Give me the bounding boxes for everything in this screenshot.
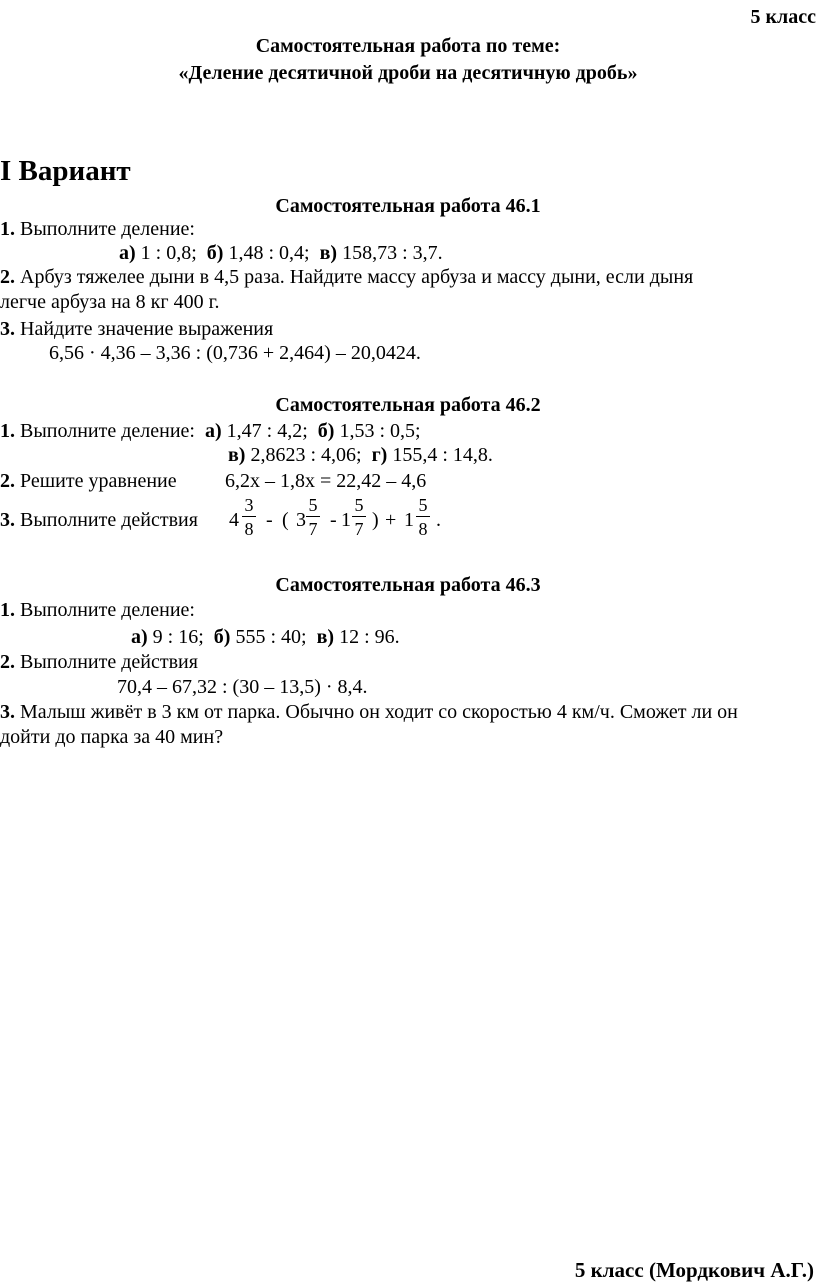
item-label: в) <box>228 444 246 466</box>
fraction-bar <box>352 516 366 517</box>
task-text: Арбуз тяжелее дыни в 4,5 раза. Найдите массу арбуза и массу дыни, если дыня <box>20 266 694 288</box>
task-number: 3. <box>0 701 15 723</box>
task-text: Малыш живёт в 3 км от парка. Обычно он ходит со скоростью 4 км/ч. Сможет ли он <box>20 701 738 723</box>
open-paren: ( <box>282 509 289 531</box>
item-value: 158,73 : 3,7. <box>342 242 443 264</box>
work2-task2-equation: 6,2x – 1,8x = 22,42 – 4,6 <box>225 470 427 492</box>
work2-title: Самостоятельная работа 46.2 <box>275 394 541 416</box>
close-paren: ) <box>372 509 379 531</box>
work3-task3-line2: дойти до парка за 40 мин? <box>0 726 224 748</box>
work1-task2-line1 <box>0 265 693 289</box>
grade-label: 5 класс <box>750 6 816 28</box>
task-number: 1. <box>0 599 15 621</box>
task-text: Выполните деление: <box>20 218 195 240</box>
work1-task3 <box>0 317 273 341</box>
task-text: Выполните действия <box>20 651 198 673</box>
work1-task1 <box>0 217 195 241</box>
fraction-bar <box>416 516 430 517</box>
work3-task2-expression: 70,4 – 67,32 : (30 – 13,5) · 8,4. <box>117 676 368 698</box>
expression-end: . <box>436 509 441 531</box>
item-value: 12 : 96. <box>339 626 400 648</box>
task-text: Решите уравнение <box>20 470 177 492</box>
item-value: 155,4 : 14,8. <box>392 444 493 466</box>
item-label: б) <box>317 420 335 442</box>
item-value: 9 : 16; <box>152 626 204 648</box>
work3-task1-items <box>131 625 400 649</box>
item-label: а) <box>131 626 148 648</box>
item-label: г) <box>371 444 388 466</box>
item-value: 2,8623 : 4,06; <box>250 444 362 466</box>
operator-plus: + <box>385 509 397 531</box>
work3-title: Самостоятельная работа 46.3 <box>275 574 541 596</box>
task-text: Выполните действия <box>20 509 198 531</box>
work1-task3-expression: 6,56 · 4,36 – 3,36 : (0,736 + 2,464) – 20,0424. <box>49 342 421 364</box>
fraction-bar <box>242 516 256 517</box>
task-number: 1. <box>0 420 15 442</box>
task-number: 2. <box>0 470 15 492</box>
task-text: Найдите значение выражения <box>20 318 274 340</box>
fraction-denominator: 8 <box>244 519 254 539</box>
item-value: 1 : 0,8; <box>140 242 197 264</box>
fraction <box>241 495 257 539</box>
mixed-whole: 3 <box>296 509 306 531</box>
page-title-line2: «Деление десятичной дроби на десятичную дробь» <box>178 62 638 84</box>
item-value: 1,47 : 4,2; <box>226 420 308 442</box>
fraction-bar <box>306 516 320 517</box>
item-label: а) <box>204 420 222 442</box>
footer-label: 5 класс (Мордкович А.Г.) <box>574 1258 814 1282</box>
page-title-line1: Самостоятельная работа по теме: <box>255 35 561 57</box>
variant-title: I Вариант <box>0 155 131 187</box>
item-label: в) <box>316 626 335 648</box>
fraction-denominator: 8 <box>418 519 428 539</box>
work1-task1-items <box>119 241 443 265</box>
task-text: Выполните деление: <box>20 420 195 442</box>
task-number: 2. <box>0 266 15 288</box>
fraction-numerator: 3 <box>244 495 254 515</box>
fraction <box>415 495 431 539</box>
operator-minus: - <box>266 509 273 531</box>
task-number: 2. <box>0 651 15 673</box>
fraction-numerator: 5 <box>418 495 428 515</box>
work1-task2-line2: легче арбуза на 8 кг 400 г. <box>0 291 220 313</box>
work2-task1-items <box>228 443 493 467</box>
task-number: 1. <box>0 218 15 240</box>
fraction-numerator: 5 <box>354 495 364 515</box>
work3-task2 <box>0 650 198 674</box>
item-value: 555 : 40; <box>235 626 307 648</box>
fraction-denominator: 7 <box>354 519 364 539</box>
work3-task1 <box>0 598 195 622</box>
task-number: 3. <box>0 318 15 340</box>
operator-minus: - <box>330 509 337 531</box>
mixed-whole: 1 <box>341 509 351 531</box>
work2-task3 <box>0 508 198 532</box>
task-number: 3. <box>0 509 15 531</box>
fraction <box>305 495 321 539</box>
work2-task2 <box>0 469 177 493</box>
task-text: Выполните деление: <box>20 599 195 621</box>
item-label: а) <box>119 242 136 264</box>
item-value: 1,53 : 0,5; <box>339 420 421 442</box>
work3-task3-line1 <box>0 700 738 724</box>
mixed-whole: 1 <box>404 509 414 531</box>
fraction-numerator: 5 <box>308 495 318 515</box>
work1-title: Самостоятельная работа 46.1 <box>275 195 541 217</box>
item-label: в) <box>319 242 338 264</box>
item-label: б) <box>206 242 224 264</box>
work2-task1 <box>0 419 421 443</box>
mixed-whole: 4 <box>229 509 239 531</box>
item-value: 1,48 : 0,4; <box>228 242 310 264</box>
item-label: б) <box>213 626 231 648</box>
fraction <box>351 495 367 539</box>
fraction-denominator: 7 <box>308 519 318 539</box>
